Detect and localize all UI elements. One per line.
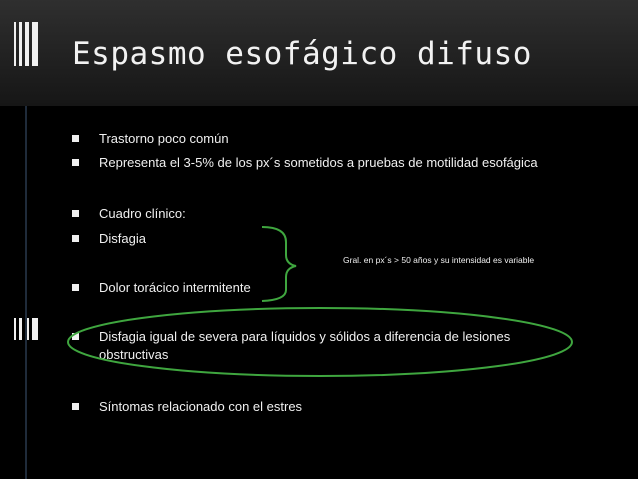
bullet-item: Síntomas relacionado con el estres — [72, 398, 572, 416]
bullet-item: Disfagia — [72, 230, 572, 248]
highlight-ellipse-shape — [68, 308, 572, 376]
bullet-item: Cuadro clínico: — [72, 205, 572, 223]
curly-brace-shape — [262, 227, 296, 301]
annotation-note: Gral. en px´s > 50 años y su intensidad es variable — [343, 255, 535, 265]
bullet-item: Dolor torácico intermitente — [72, 279, 572, 297]
bullet-item: Representa el 3-5% de los px´s sometidos a pruebas de motilidad esofágica — [72, 154, 612, 172]
bullet-item: Trastorno poco común — [72, 130, 572, 148]
slide-title: Espasmo esofágico difuso — [72, 36, 532, 72]
bullet-item: Disfagia igual de severa para líquidos y sólidos a diferencia de lesiones obstructivas — [72, 328, 562, 364]
